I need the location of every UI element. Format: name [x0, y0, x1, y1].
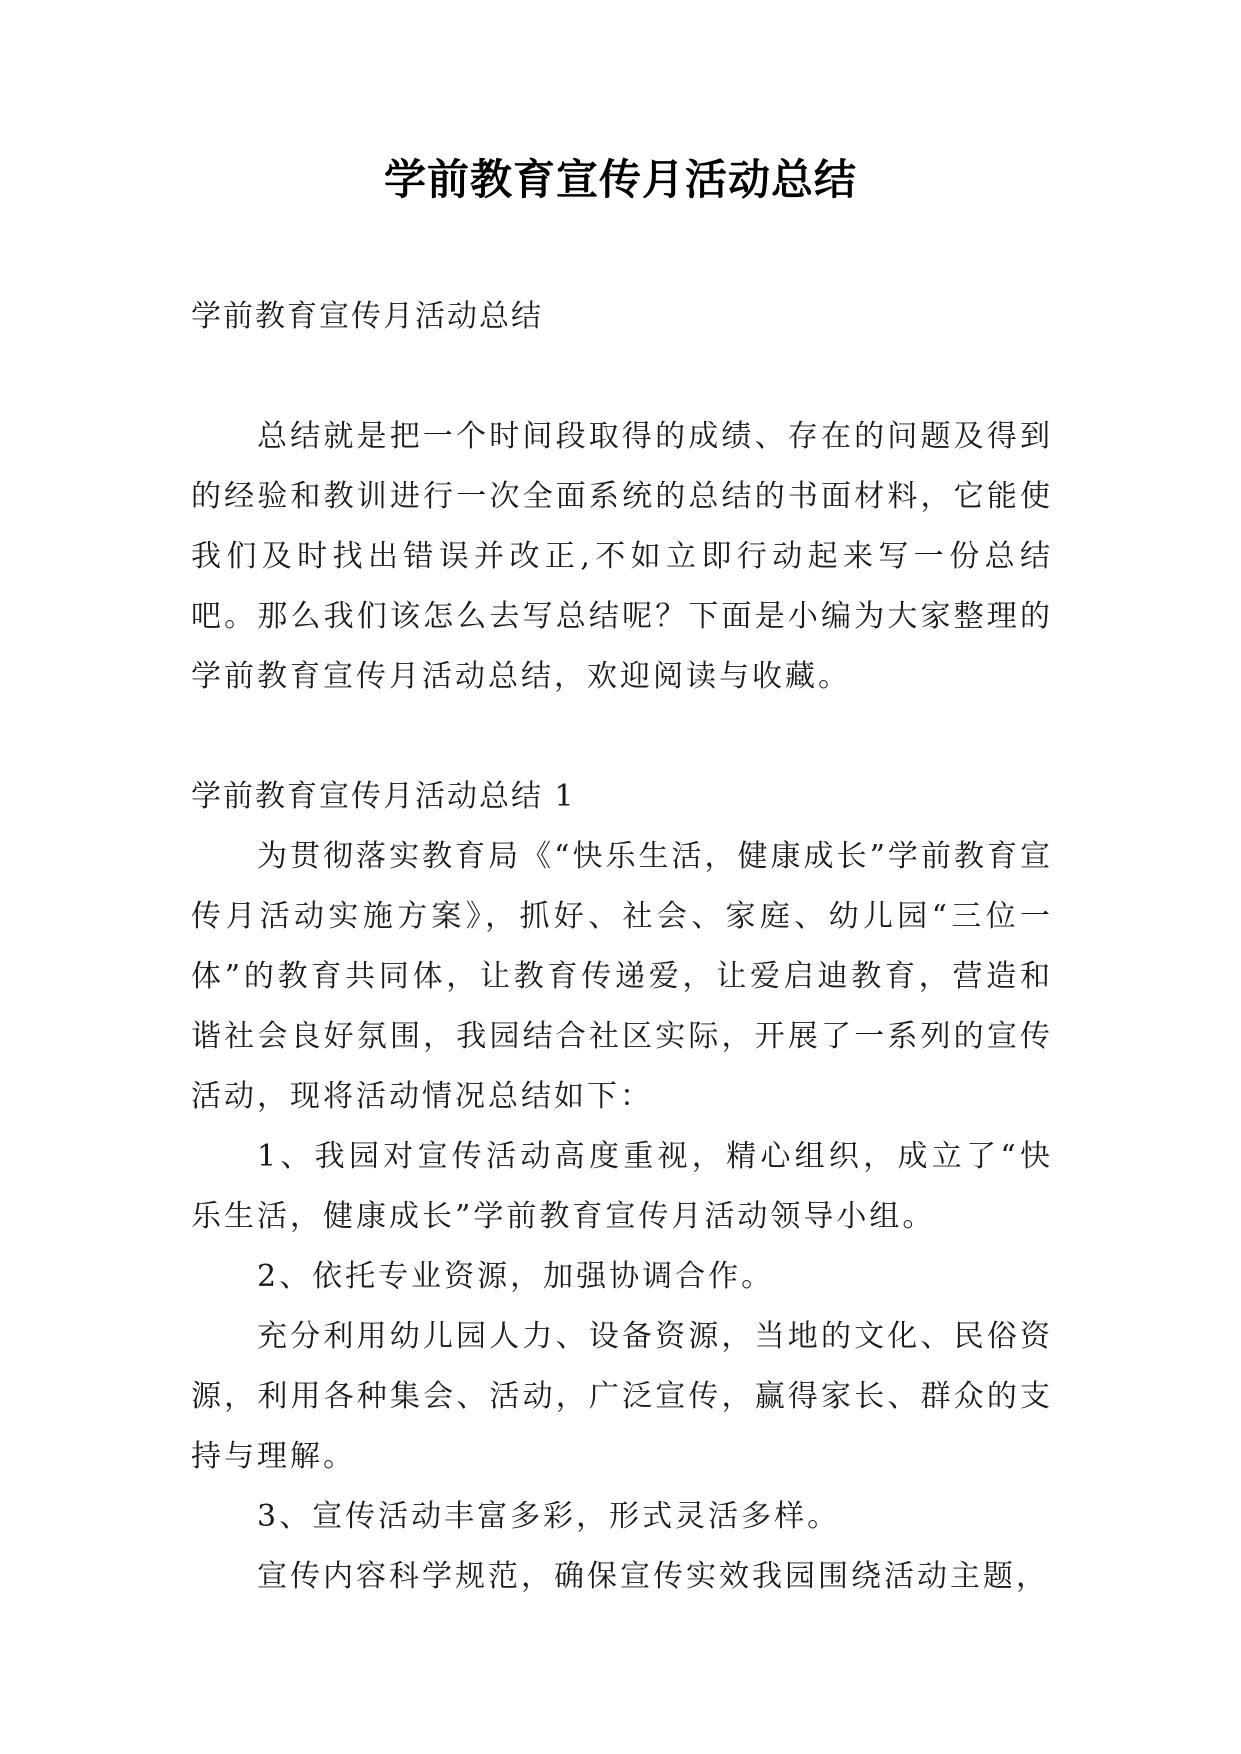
body-paragraph: 1、我园对宣传活动高度重视，精心组织，成立了“快乐生活，健康成长”学前教育宣传月活动领导小组。	[191, 1139, 1053, 1234]
body-paragraph: 2、依托专业资源，加强协调合作。	[257, 1259, 775, 1294]
body-paragraph: 宣传内容科学规范，确保宣传实效我园围绕活动主题，	[257, 1559, 1049, 1594]
spacer	[191, 707, 1053, 767]
section-heading: 学前教育宣传月活动总结 1	[191, 779, 576, 814]
body-paragraph: 为贯彻落实教育局《“快乐生活，健康成长”学前教育宣传月活动实施方案》，抓好、社会、家庭、幼儿园“三位一体”的教育共同体，让教育传递爱，让爱启迪教育，营造和谐社会良好氛围，我园结合社区实际，开展了一系列的宣传活动，现将活动情况总结如下：	[191, 839, 1053, 1114]
document-body	[191, 287, 1053, 1607]
body-paragraph: 充分利用幼儿园人力、设备资源，当地的文化、民俗资源，利用各种集会、活动，广泛宣传，赢得家长、群众的支持与理解。	[191, 1319, 1053, 1474]
document-subtitle: 学前教育宣传月活动总结	[191, 299, 543, 334]
intro-paragraph: 总结就是把一个时间段取得的成绩、存在的问题及得到的经验和教训进行一次全面系统的总结的书面材料，它能使我们及时找出错误并改正,不如立即行动起来写一份总结吧。那么我们该怎么去写总结呢？下面是小编为大家整理的学前教育宣传月活动总结，欢迎阅读与收藏。	[191, 419, 1053, 694]
document-title: 学前教育宣传月活动总结	[383, 155, 857, 204]
spacer	[191, 347, 1053, 407]
body-paragraph: 3、宣传活动丰富多彩，形式灵活多样。	[257, 1499, 841, 1534]
